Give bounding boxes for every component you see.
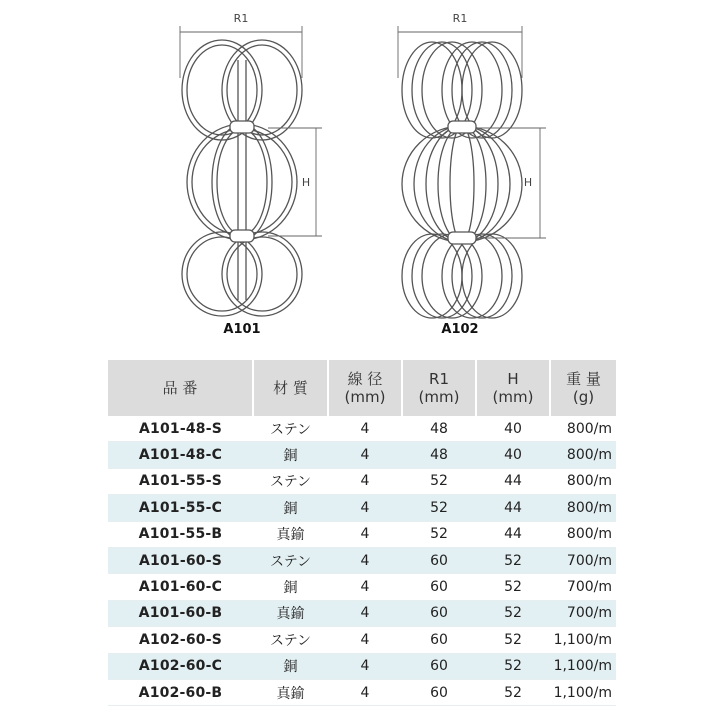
part-number-cell: A101-48-S — [108, 416, 253, 442]
wire-diameter-cell: 4 — [328, 416, 402, 442]
r1-cell: 52 — [402, 495, 476, 521]
material-cell: 銅 — [253, 653, 328, 679]
material-cell: ステン — [253, 627, 328, 653]
h-cell: 52 — [476, 547, 550, 573]
header-r1-unit: (mm) — [418, 388, 460, 406]
header-r1-label: R1 — [429, 370, 449, 388]
r1-cell: 60 — [402, 574, 476, 600]
header-wire-diameter-label: 線 径 — [347, 370, 383, 388]
weight-cell: 1,100/m — [550, 627, 616, 653]
header-r1 — [402, 360, 476, 416]
table-row — [108, 574, 616, 600]
spec-table — [108, 360, 616, 706]
h-cell: 44 — [476, 495, 550, 521]
material-cell: 銅 — [253, 442, 328, 468]
r1-cell: 60 — [402, 600, 476, 626]
r1-cell: 48 — [402, 442, 476, 468]
h-cell: 52 — [476, 679, 550, 705]
part-number-cell: A101-55-S — [108, 468, 253, 494]
wire-diameter-cell: 4 — [328, 547, 402, 573]
weight-cell: 800/m — [550, 495, 616, 521]
wire-diameter-cell: 4 — [328, 442, 402, 468]
part-number-cell: A101-60-S — [108, 547, 253, 573]
header-weight-label: 重 量 — [566, 370, 601, 388]
wire-diameter-cell: 4 — [328, 653, 402, 679]
part-number-cell: A102-60-C — [108, 653, 253, 679]
table-row — [108, 442, 616, 468]
r1-cell: 60 — [402, 547, 476, 573]
part-number-cell: A102-60-S — [108, 627, 253, 653]
material-cell: ステン — [253, 547, 328, 573]
spec-table-header — [108, 360, 616, 416]
table-row — [108, 627, 616, 653]
part-number-cell: A101-48-C — [108, 442, 253, 468]
diagram-a101 — [182, 40, 302, 316]
material-cell: 銅 — [253, 574, 328, 600]
header-material-label: 材 質 — [273, 379, 308, 397]
header-h-unit: (mm) — [492, 388, 534, 406]
wire-diameter-cell: 4 — [328, 574, 402, 600]
r1-cell: 48 — [402, 416, 476, 442]
h-cell: 40 — [476, 442, 550, 468]
header-h-label: H — [507, 370, 519, 388]
chain-diagrams — [0, 0, 720, 350]
weight-cell: 800/m — [550, 442, 616, 468]
material-cell: 真鍮 — [253, 521, 328, 547]
part-number-cell: A101-60-B — [108, 600, 253, 626]
r1-cell: 52 — [402, 468, 476, 494]
header-part-number — [108, 360, 253, 416]
weight-cell: 800/m — [550, 468, 616, 494]
a102-h-label: H — [523, 176, 533, 189]
wire-diameter-cell: 4 — [328, 627, 402, 653]
h-cell: 52 — [476, 574, 550, 600]
a101-r1-label: R1 — [233, 12, 249, 25]
table-row — [108, 547, 616, 573]
table-row — [108, 495, 616, 521]
h-cell: 40 — [476, 416, 550, 442]
table-row — [108, 521, 616, 547]
part-number-cell: A101-55-B — [108, 521, 253, 547]
material-cell: ステン — [253, 416, 328, 442]
wire-diameter-cell: 4 — [328, 521, 402, 547]
wire-diameter-cell: 4 — [328, 495, 402, 521]
weight-cell: 700/m — [550, 547, 616, 573]
material-cell: 銅 — [253, 495, 328, 521]
a102-caption: A102 — [441, 322, 479, 337]
a102-r1-label: R1 — [452, 12, 468, 25]
diagram-a102 — [402, 42, 522, 318]
table-row — [108, 600, 616, 626]
header-h — [476, 360, 550, 416]
header-wire-diameter-unit: (mm) — [344, 388, 386, 406]
r1-cell: 60 — [402, 653, 476, 679]
header-wire-diameter — [328, 360, 402, 416]
wire-diameter-cell: 4 — [328, 600, 402, 626]
r1-cell: 60 — [402, 627, 476, 653]
material-cell: 真鍮 — [253, 600, 328, 626]
wire-diameter-cell: 4 — [328, 679, 402, 705]
weight-cell: 1,100/m — [550, 653, 616, 679]
table-row — [108, 679, 616, 705]
part-number-cell: A101-55-C — [108, 495, 253, 521]
weight-cell: 800/m — [550, 416, 616, 442]
weight-cell: 800/m — [550, 521, 616, 547]
wire-diameter-cell: 4 — [328, 468, 402, 494]
h-cell: 44 — [476, 521, 550, 547]
table-row — [108, 416, 616, 442]
material-cell: ステン — [253, 468, 328, 494]
table-row — [108, 653, 616, 679]
r1-cell: 60 — [402, 679, 476, 705]
material-cell: 真鍮 — [253, 679, 328, 705]
weight-cell: 700/m — [550, 574, 616, 600]
table-row — [108, 468, 616, 494]
h-cell: 52 — [476, 653, 550, 679]
h-cell: 44 — [476, 468, 550, 494]
h-cell: 52 — [476, 627, 550, 653]
header-material — [253, 360, 328, 416]
h-cell: 52 — [476, 600, 550, 626]
weight-cell: 1,100/m — [550, 679, 616, 705]
a101-caption: A101 — [223, 322, 261, 337]
part-number-cell: A101-60-C — [108, 574, 253, 600]
part-number-cell: A102-60-B — [108, 679, 253, 705]
header-weight — [550, 360, 616, 416]
weight-cell: 700/m — [550, 600, 616, 626]
header-part-number-label: 品 番 — [162, 379, 198, 397]
header-weight-unit: (g) — [572, 388, 595, 406]
a101-h-label: H — [301, 176, 311, 189]
r1-cell: 52 — [402, 521, 476, 547]
